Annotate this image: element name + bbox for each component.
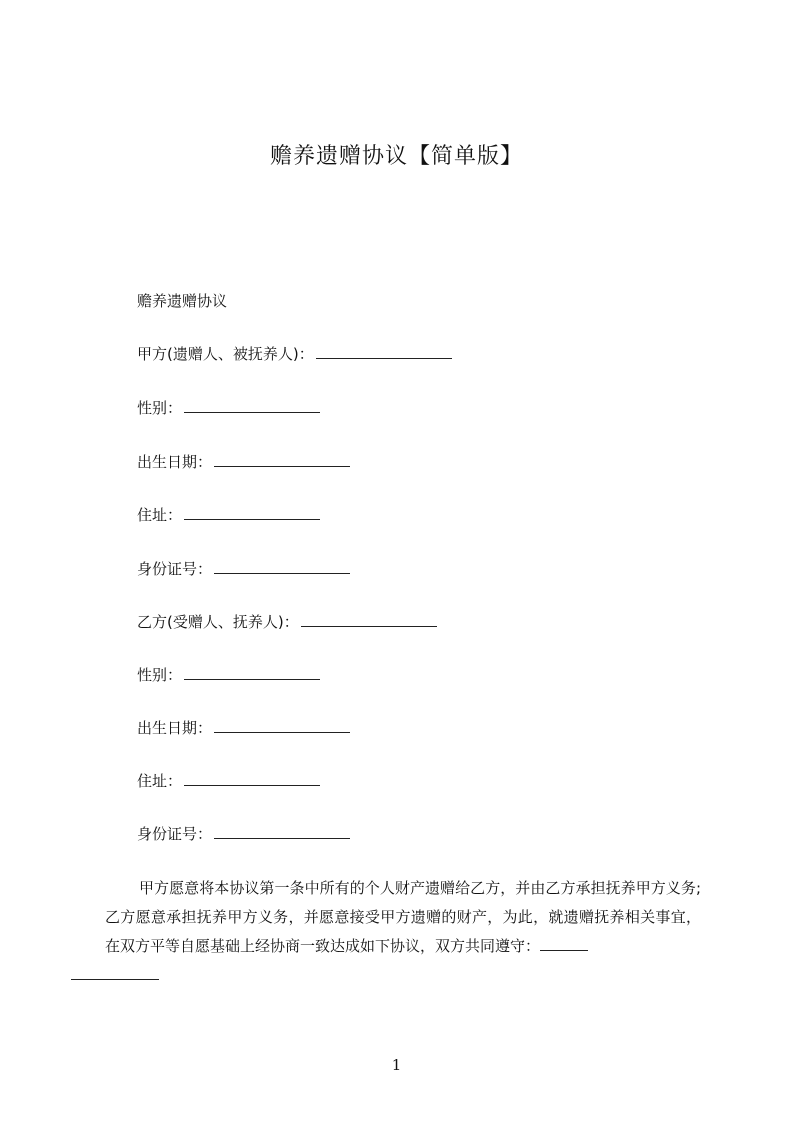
party-a-gender-field — [137, 396, 320, 420]
agreement-subtitle: 赡养遗赠协议 — [137, 292, 228, 310]
party-b-id-blank — [214, 823, 350, 839]
party-a-blank — [316, 343, 452, 359]
intro-blank-2 — [71, 961, 159, 980]
party-a-birth-blank — [214, 451, 350, 467]
party-b-gender-label: 性别： — [137, 666, 183, 684]
party-a-address-field — [137, 503, 320, 527]
party-b-id-field — [137, 822, 350, 846]
party-a-id-field — [137, 557, 350, 581]
intro-blank-1 — [540, 935, 588, 951]
party-b-id-label: 身份证号： — [137, 825, 213, 843]
party-b-address-label: 住址： — [137, 772, 183, 790]
party-a-address-blank — [184, 504, 320, 520]
intro-paragraph — [105, 874, 701, 980]
intro-paragraph-text: 甲方愿意将本协议第一条中所有的个人财产遗赠给乙方，并由乙方承担抚养甲方义务;乙方愿意承担抚养甲方义务，并愿意接受甲方遗赠的财产，为此，就遗赠抚养相关事宜，在双方平等自愿基础上经协商一致达成如下协议，双方共同遵守： — [105, 879, 701, 955]
party-a-gender-blank — [184, 397, 320, 413]
party-a-id-label: 身份证号： — [137, 560, 213, 578]
party-b-birth-label: 出生日期： — [137, 719, 213, 737]
party-a-address-label: 住址： — [137, 506, 183, 524]
party-b-birth-blank — [214, 717, 350, 733]
party-a-birth-label: 出生日期： — [137, 453, 213, 471]
party-a-label: 甲方(遗赠人、被抚养人)： — [137, 345, 314, 363]
party-b-address-field — [137, 769, 320, 793]
party-a-id-blank — [214, 558, 350, 574]
party-b-label: 乙方(受赠人、抚养人)： — [137, 613, 299, 631]
party-a-field — [137, 342, 452, 366]
party-a-birth-field — [137, 450, 350, 474]
party-b-birth-field — [137, 716, 350, 740]
party-b-address-blank — [184, 770, 320, 786]
party-b-gender-blank — [184, 664, 320, 680]
page-number: 1 — [391, 1056, 402, 1074]
party-b-blank — [301, 611, 437, 627]
party-b-gender-field — [137, 663, 320, 687]
party-a-gender-label: 性别： — [137, 399, 183, 417]
party-b-field — [137, 610, 437, 634]
document-title: 赡养遗赠协议【简单版】 — [269, 144, 523, 169]
